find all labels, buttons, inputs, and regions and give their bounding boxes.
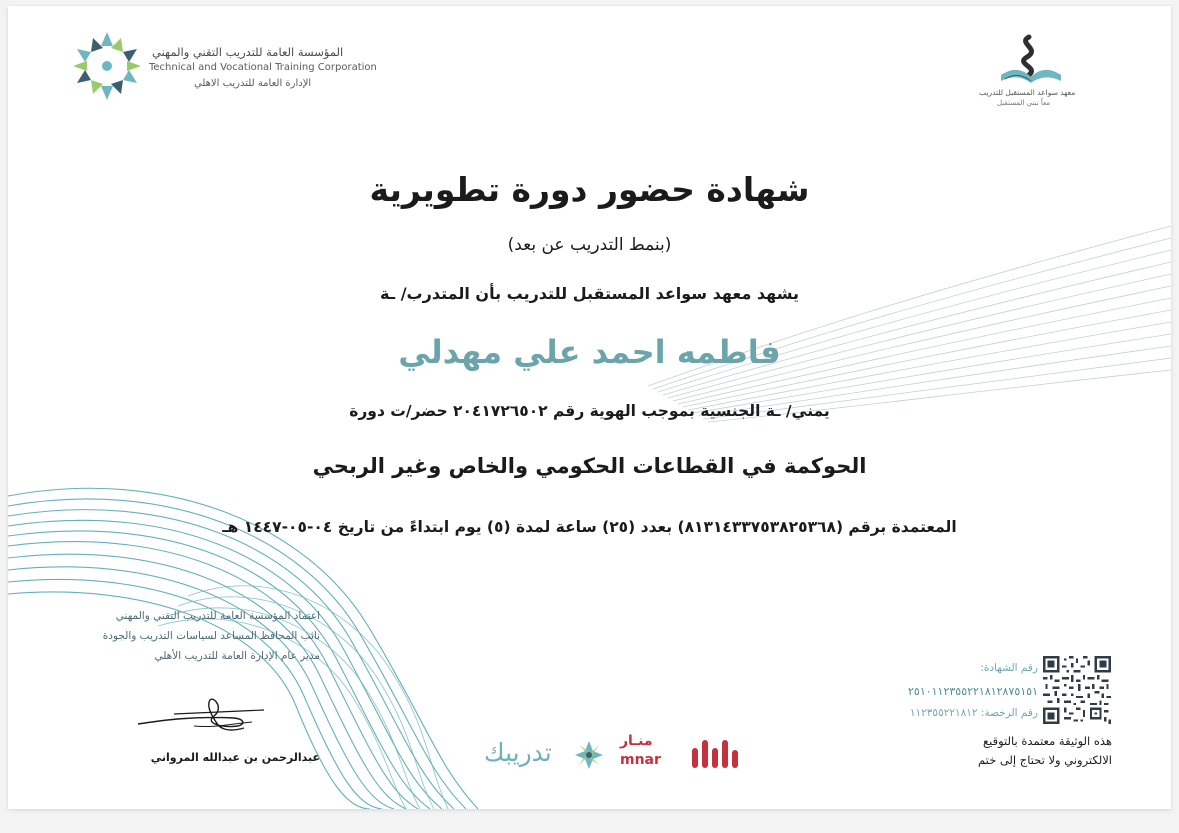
institute-slogan: معاً نبني المستقبل — [997, 99, 1051, 107]
identity-line: يمني/ ـة الجنسية بموجب الهوية رقم ٢٠٤١٧٢٦٥٠٢ حضر/ت دورة — [349, 402, 830, 420]
signatory-titles — [48, 606, 320, 666]
tadreeb-logo-text: تدريبك — [484, 738, 552, 767]
tvtc-name-ar: المؤسسة العامة للتدريب التقني والمهني — [152, 45, 344, 59]
institute-name: معهد سواعد المستقبل للتدريب — [979, 88, 1076, 97]
signature-icon — [134, 686, 274, 736]
qr-code-icon[interactable] — [1043, 656, 1111, 724]
attest-line: يشهد معهد سواعد المستقبل للتدريب بأن المتدرب/ ـة — [379, 284, 800, 303]
note-line-2: الالكتروني ولا تحتاج إلى ختم — [977, 753, 1112, 767]
trainee-name: فاطمه احمد علي مهدلي — [398, 333, 781, 371]
open-book-icon — [951, 31, 1111, 87]
signatory-name: عبدالرحمن بن عبدالله المرواني — [150, 751, 320, 764]
institute-logo — [951, 31, 1111, 111]
note-line-1: هذه الوثيقة معتمدة بالتوقيع — [983, 734, 1112, 748]
cert-number-value: ٢٥١٠١١٢٣٥٥٢٢١٨١٢٨٧٥١٥١ — [908, 685, 1038, 698]
tadreeb-star-icon — [574, 740, 604, 770]
cert-number-label: رقم الشهادة: — [980, 662, 1038, 674]
tvtc-name-en: Technical and Vocational Training Corporation — [149, 62, 377, 73]
signatory-line-1: اعتماد المؤسسة العامة للتدريب التقني والمهني — [115, 610, 320, 622]
signatory-line-2: نائب المحافظ المساعد لسياسات التدريب والجودة — [102, 630, 320, 642]
mnar-logo-icon — [690, 736, 740, 772]
mnar-logo-ar: منـار — [620, 733, 653, 749]
mnar-logo-en: mnar — [620, 752, 661, 768]
certificate-title: شهادة حضور دورة تطويرية — [369, 170, 810, 209]
certificate-page — [8, 6, 1171, 809]
course-name: الحوكمة في القطاعات الحكومي والخاص وغير الربحي — [312, 454, 867, 478]
tvtc-logo — [74, 28, 384, 108]
tvtc-dept-ar: الإدارة العامة للتدريب الاهلي — [194, 78, 312, 89]
training-mode: (بنمط التدريب عن بعد) — [507, 235, 672, 255]
accreditation-line: المعتمدة برقم (٨١٣١٤٣٣٧٥٣٨٢٥٣٦٨) بعدد (٢٥) ساعة لمدة (٥) يوم ابتداءً من تاريخ ٠٤-٠٥-١٤٤٧ هـ — [222, 518, 957, 536]
tvtc-emblem-icon — [74, 28, 140, 104]
signatory-line-3: مدير عام الإدارة العامة للتدريب الأهلي — [154, 650, 320, 662]
e-signature-note — [888, 732, 1112, 770]
license-number: رقم الرخصة: ١١٢٣٥٥٢٢١٨١٢ — [909, 707, 1038, 719]
